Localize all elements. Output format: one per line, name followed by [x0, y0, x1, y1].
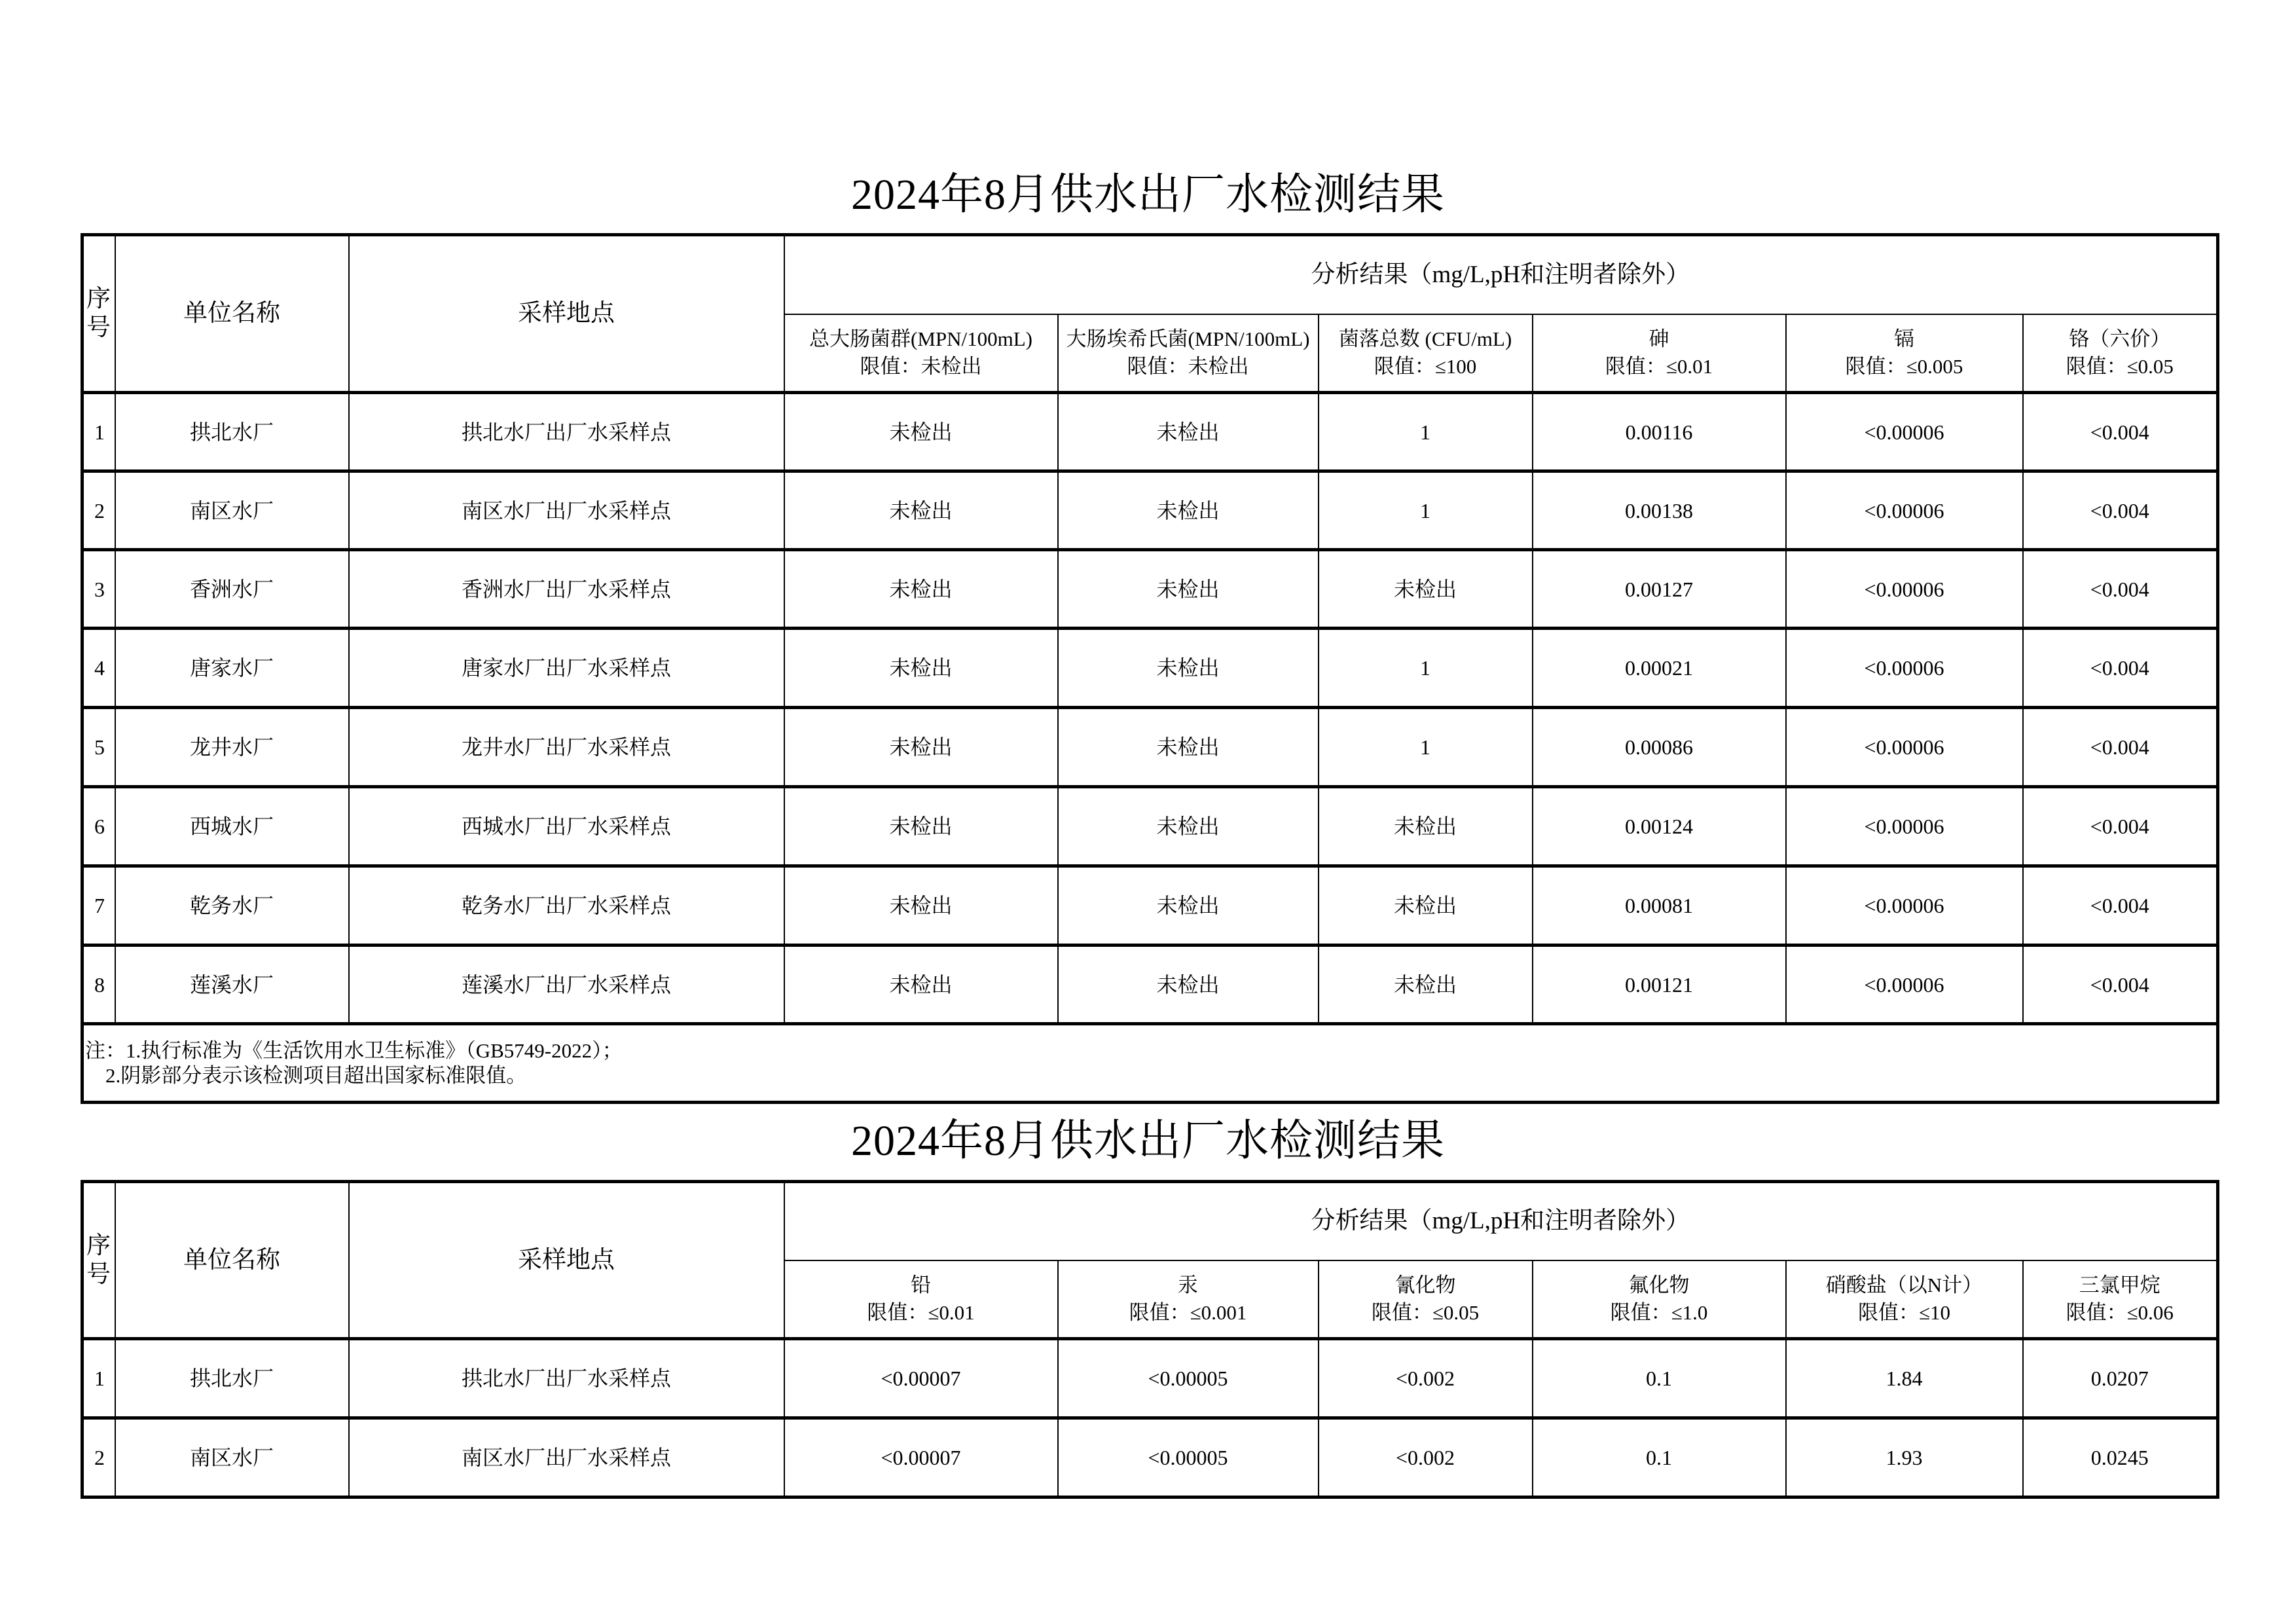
footnote-2: 2.阴影部分表示该检测项目超出国家标准限值。 — [85, 1063, 527, 1087]
row-site: 乾务水厂出厂水采样点 — [349, 866, 784, 946]
row-seq: 4 — [82, 629, 115, 708]
row-seq: 5 — [82, 708, 115, 787]
table-row — [82, 393, 2218, 471]
cell-value: <0.00006 — [1786, 787, 2023, 866]
cell-value: <0.00006 — [1786, 471, 2023, 550]
cell-value: 未检出 — [1058, 708, 1319, 787]
cell-value: 未检出 — [1058, 946, 1319, 1024]
column-header-e-coli: 大肠埃希氏菌(MPN/100mL) 限值：未检出 — [1058, 314, 1319, 393]
cell-value: 0.00116 — [1533, 393, 1786, 471]
cell-value: <0.00007 — [784, 1339, 1058, 1418]
table-row — [82, 708, 2218, 787]
cell-value: <0.00006 — [1786, 708, 2023, 787]
cell-value: <0.00006 — [1786, 946, 2023, 1024]
row-seq: 2 — [82, 1418, 115, 1497]
column-header-arsenic: 砷 限值：≤0.01 — [1533, 314, 1786, 393]
cell-value: 0.00138 — [1533, 471, 1786, 550]
footnote-1: 注：1.执行标准为《生活饮用水卫生标准》（GB5749-2022）； — [85, 1038, 623, 1062]
results-table-2 — [81, 1180, 2219, 1499]
cell-value: <0.00006 — [1786, 393, 2023, 471]
cell-value: 未检出 — [784, 393, 1058, 471]
page-title-2: 2024年8月供水出厂水检测结果 — [851, 1117, 1445, 1165]
row-site: 南区水厂出厂水采样点 — [349, 1418, 784, 1497]
cell-value: 未检出 — [784, 629, 1058, 708]
row-unit: 拱北水厂 — [115, 393, 349, 471]
cell-value: <0.004 — [2023, 471, 2218, 550]
cell-value: 1.84 — [1786, 1339, 2023, 1418]
cell-value: 未检出 — [1058, 629, 1319, 708]
table-row — [82, 1418, 2218, 1497]
row-site: 拱北水厂出厂水采样点 — [349, 393, 784, 471]
cell-value: <0.00005 — [1058, 1418, 1319, 1497]
cell-value: <0.004 — [2023, 946, 2218, 1024]
cell-value: 0.00021 — [1533, 629, 1786, 708]
cell-value: 0.0207 — [2023, 1339, 2218, 1418]
table-row — [82, 550, 2218, 629]
column-header-chromium-vi: 铬（六价） 限值：≤0.05 — [2023, 314, 2218, 393]
row-seq: 8 — [82, 946, 115, 1024]
row-unit: 南区水厂 — [115, 1418, 349, 1497]
row-unit: 拱北水厂 — [115, 1339, 349, 1418]
column-header-nitrate: 硝酸盐（以N计） 限值：≤10 — [1786, 1260, 2023, 1339]
cell-value: 未检出 — [784, 787, 1058, 866]
table-row — [82, 471, 2218, 550]
table-row — [82, 787, 2218, 866]
column-header-cadmium: 镉 限值：≤0.005 — [1786, 314, 2023, 393]
row-seq: 2 — [82, 471, 115, 550]
cell-value: 0.1 — [1533, 1339, 1786, 1418]
cell-value: 未检出 — [1058, 471, 1319, 550]
row-site: 唐家水厂出厂水采样点 — [349, 629, 784, 708]
column-header-chloroform: 三氯甲烷 限值：≤0.06 — [2023, 1260, 2218, 1339]
cell-value: 1 — [1319, 393, 1533, 471]
column-header-lead: 铅 限值：≤0.01 — [784, 1260, 1058, 1339]
cell-value: 未检出 — [784, 866, 1058, 946]
row-seq: 1 — [82, 1339, 115, 1418]
cell-value: 未检出 — [1319, 787, 1533, 866]
sampling-site-header: 采样地点 — [349, 1182, 784, 1339]
cell-value: 未检出 — [1058, 550, 1319, 629]
cell-value: <0.00006 — [1786, 866, 2023, 946]
column-header-fluoride: 氟化物 限值：≤1.0 — [1533, 1260, 1786, 1339]
seq-header: 序号 — [82, 235, 115, 393]
cell-value: 0.0245 — [2023, 1418, 2218, 1497]
column-header-total-coliform: 总大肠菌群(MPN/100mL) 限值：未检出 — [784, 314, 1058, 393]
cell-value: 未检出 — [1319, 550, 1533, 629]
row-unit: 龙井水厂 — [115, 708, 349, 787]
table-row — [82, 866, 2218, 946]
column-header-cyanide: 氰化物 限值：≤0.05 — [1319, 1260, 1533, 1339]
cell-value: 未检出 — [784, 550, 1058, 629]
cell-value: 0.00086 — [1533, 708, 1786, 787]
cell-value: 未检出 — [1058, 866, 1319, 946]
row-unit: 香洲水厂 — [115, 550, 349, 629]
cell-value: <0.002 — [1319, 1418, 1533, 1497]
cell-value: <0.004 — [2023, 787, 2218, 866]
cell-value: 未检出 — [1058, 787, 1319, 866]
row-seq: 1 — [82, 393, 115, 471]
row-site: 龙井水厂出厂水采样点 — [349, 708, 784, 787]
cell-value: 0.00121 — [1533, 946, 1786, 1024]
row-unit: 西城水厂 — [115, 787, 349, 866]
cell-value: 未检出 — [784, 471, 1058, 550]
unit-name-header: 单位名称 — [115, 235, 349, 393]
row-unit: 乾务水厂 — [115, 866, 349, 946]
cell-value: <0.002 — [1319, 1339, 1533, 1418]
seq-header: 序号 — [82, 1182, 115, 1339]
cell-value: 1 — [1319, 629, 1533, 708]
cell-value: <0.00006 — [1786, 550, 2023, 629]
row-unit: 南区水厂 — [115, 471, 349, 550]
row-site: 西城水厂出厂水采样点 — [349, 787, 784, 866]
cell-value: <0.00005 — [1058, 1339, 1319, 1418]
row-unit: 莲溪水厂 — [115, 946, 349, 1024]
analysis-results-header: 分析结果（mg/L,pH和注明者除外） — [784, 235, 2218, 314]
cell-value: <0.004 — [2023, 393, 2218, 471]
row-seq: 7 — [82, 866, 115, 946]
cell-value: <0.00007 — [784, 1418, 1058, 1497]
analysis-results-header: 分析结果（mg/L,pH和注明者除外） — [784, 1182, 2218, 1260]
cell-value: <0.004 — [2023, 866, 2218, 946]
row-seq: 3 — [82, 550, 115, 629]
sampling-site-header: 采样地点 — [349, 235, 784, 393]
cell-value: 0.00127 — [1533, 550, 1786, 629]
row-site: 南区水厂出厂水采样点 — [349, 471, 784, 550]
cell-value: 未检出 — [1319, 946, 1533, 1024]
page-title: 2024年8月供水出厂水检测结果 — [851, 171, 1445, 219]
row-seq: 6 — [82, 787, 115, 866]
column-header-colony-count: 菌落总数 (CFU/mL) 限值：≤100 — [1319, 314, 1533, 393]
cell-value: <0.00006 — [1786, 629, 2023, 708]
notes-row — [82, 1024, 2218, 1103]
column-header-mercury: 汞 限值：≤0.001 — [1058, 1260, 1319, 1339]
cell-value: <0.004 — [2023, 550, 2218, 629]
cell-value: 1 — [1319, 708, 1533, 787]
cell-value: 0.00124 — [1533, 787, 1786, 866]
row-site: 莲溪水厂出厂水采样点 — [349, 946, 784, 1024]
table-row — [82, 1339, 2218, 1418]
cell-value: 未检出 — [1319, 866, 1533, 946]
table-row — [82, 629, 2218, 708]
row-unit: 唐家水厂 — [115, 629, 349, 708]
cell-value: 1.93 — [1786, 1418, 2023, 1497]
row-site: 香洲水厂出厂水采样点 — [349, 550, 784, 629]
cell-value: 未检出 — [784, 946, 1058, 1024]
cell-value: 未检出 — [784, 708, 1058, 787]
cell-value: 0.1 — [1533, 1418, 1786, 1497]
cell-value: <0.004 — [2023, 629, 2218, 708]
unit-name-header: 单位名称 — [115, 1182, 349, 1339]
row-site: 拱北水厂出厂水采样点 — [349, 1339, 784, 1418]
table-row — [82, 946, 2218, 1024]
results-table-1 — [81, 233, 2219, 1104]
cell-value: 0.00081 — [1533, 866, 1786, 946]
cell-value: 未检出 — [1058, 393, 1319, 471]
cell-value: <0.004 — [2023, 708, 2218, 787]
cell-value: 1 — [1319, 471, 1533, 550]
footnotes — [82, 1024, 2218, 1103]
